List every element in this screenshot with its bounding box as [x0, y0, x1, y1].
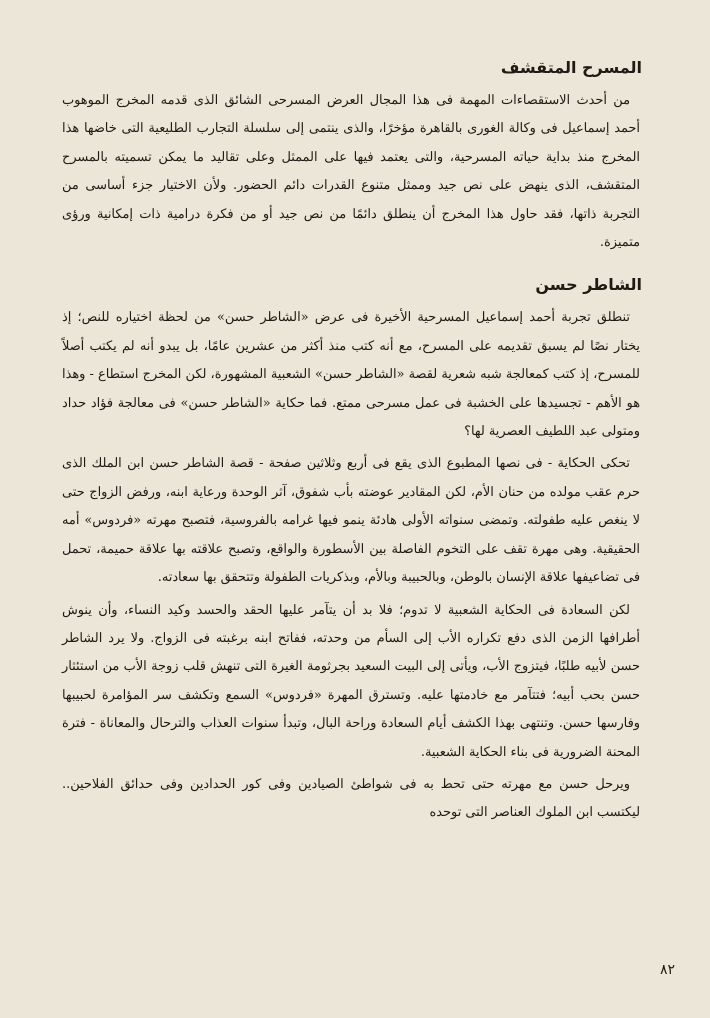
paragraph-happiness-ends: لكن السعادة فى الحكاية الشعبية لا تدوم؛ فلا بد أن يتآمر عليها الحقد والحسد وكيد النساء، وأن ينوش أطرافها الزمن الذى دفع تكراره الأب إلى السأم من وحدته، ففاتح ابنه برغبته فى الزواج. ولا يرد الشاطر حسن لأبيه طلبًا، فيتزوج الأب، ويأتى إلى البيت السعيد بجرثومة الغيرة التى تنهش قلب زوجة الأب من استئثار حسن بحب أبيه؛ فتتآمر مع خادمتها عليه. وتسترق المهرة «فردوس» السمع وتكشف سر المؤامرة لحبيبها وفارسها حسن. وتنتهى بهذا الكشف أيام السعادة وراحة البال، وتبدأ سنوات العذاب والترحال والمعاناة - فترة المحنة الضرورية فى بناء الحكاية الشعبية. [62, 602, 640, 760]
section-title-shater-hassan: الشاطر حسن [535, 275, 642, 295]
paragraph-journey: ويرحل حسن مع مهرته حتى تحط به فى شواطئ الصيادين وفى كور الحدادين وفى حدائق الفلاحين.. ليكتسب ابن الملوك العناصر التى توحده [62, 776, 640, 821]
paragraph-tale-summary: تحكى الحكاية - فى نصها المطبوع الذى يقع فى أربع وثلاثين صفحة - قصة الشاطر حسن ابن الملك الذى حرم عقب مولده من حنان الأم، لكن المقادير عوضته بأب شفوق، آثر الوحدة ورعاية ابنه، ورفض الزواج حتى لا ينغص عليه طفولته. وتمضى سنواته الأولى هادئة ينمو فيها غرامه بالفروسية، فتصبح مهرته «فردوس» أمه الحقيقية. وهى مهرة تقف على التخوم الفاصلة بين الأسطورة والواقع، وتصبح علاقته بها علاقة حميمة، تحمل فى تضاعيفها علاقة الإنسان بالوطن، وبالحبيبة وبالأم، وبذكريات الطفولة وتتحقق بها سعادته. [62, 456, 640, 586]
section-title-austere-theater: المسرح المتقشف [500, 58, 642, 77]
paragraph-shater-hassan-intro: تنطلق تجربة أحمد إسماعيل المسرحية الأخيرة فى عرض «الشاطر حسن» من لحظة اختياره للنص؛ إذ يختار نصًا لم يسبق تقديمه على المسرح، مع أنه كتب منذ أكثر من عشرين عامًا، بل يبدو أنه لم يكتب أصلاً للمسرح، إذ كتب كمعالجة شبه شعرية لقصة «الشاطر حسن» الشعبية المشهورة، لكن المخرج استطاع - وهذا هو الأهم - تجسيدها على الخشبة فى عمل مسرحى ممتع. فما حكاية «الشاطر حسن» فى معالجة فؤاد حداد ومتولى عبد اللطيف العصرية لها؟ [62, 310, 640, 440]
paragraph-austere-theater: من أحدث الاستقصاءات المهمة فى هذا المجال العرض المسرحى الشائق الذى قدمه المخرج الموهوب أحمد إسماعيل فى وكالة الغورى بالقاهرة مؤخرًا، والذى ينتمى إلى سلسلة التجارب الطليعية التى خاضها هذا المخرج منذ بداية حياته المسرحية، والتى يعتمد فيها على الممثل وعلى تقاليد ما يمكن تسميته بالمسرح المتقشف، الذى ينهض على نص جيد وممثل متنوع القدرات دائم الحضور. ولأن الاختيار جزء أساسى من التجربة ذاتها، فقد حاول هذا المخرج أن ينطلق دائمًا من نص جيد أو من فكرة درامية ذات إمكانية ورؤى متميزة. [62, 93, 640, 251]
page-number: ٨٢ [660, 962, 676, 978]
